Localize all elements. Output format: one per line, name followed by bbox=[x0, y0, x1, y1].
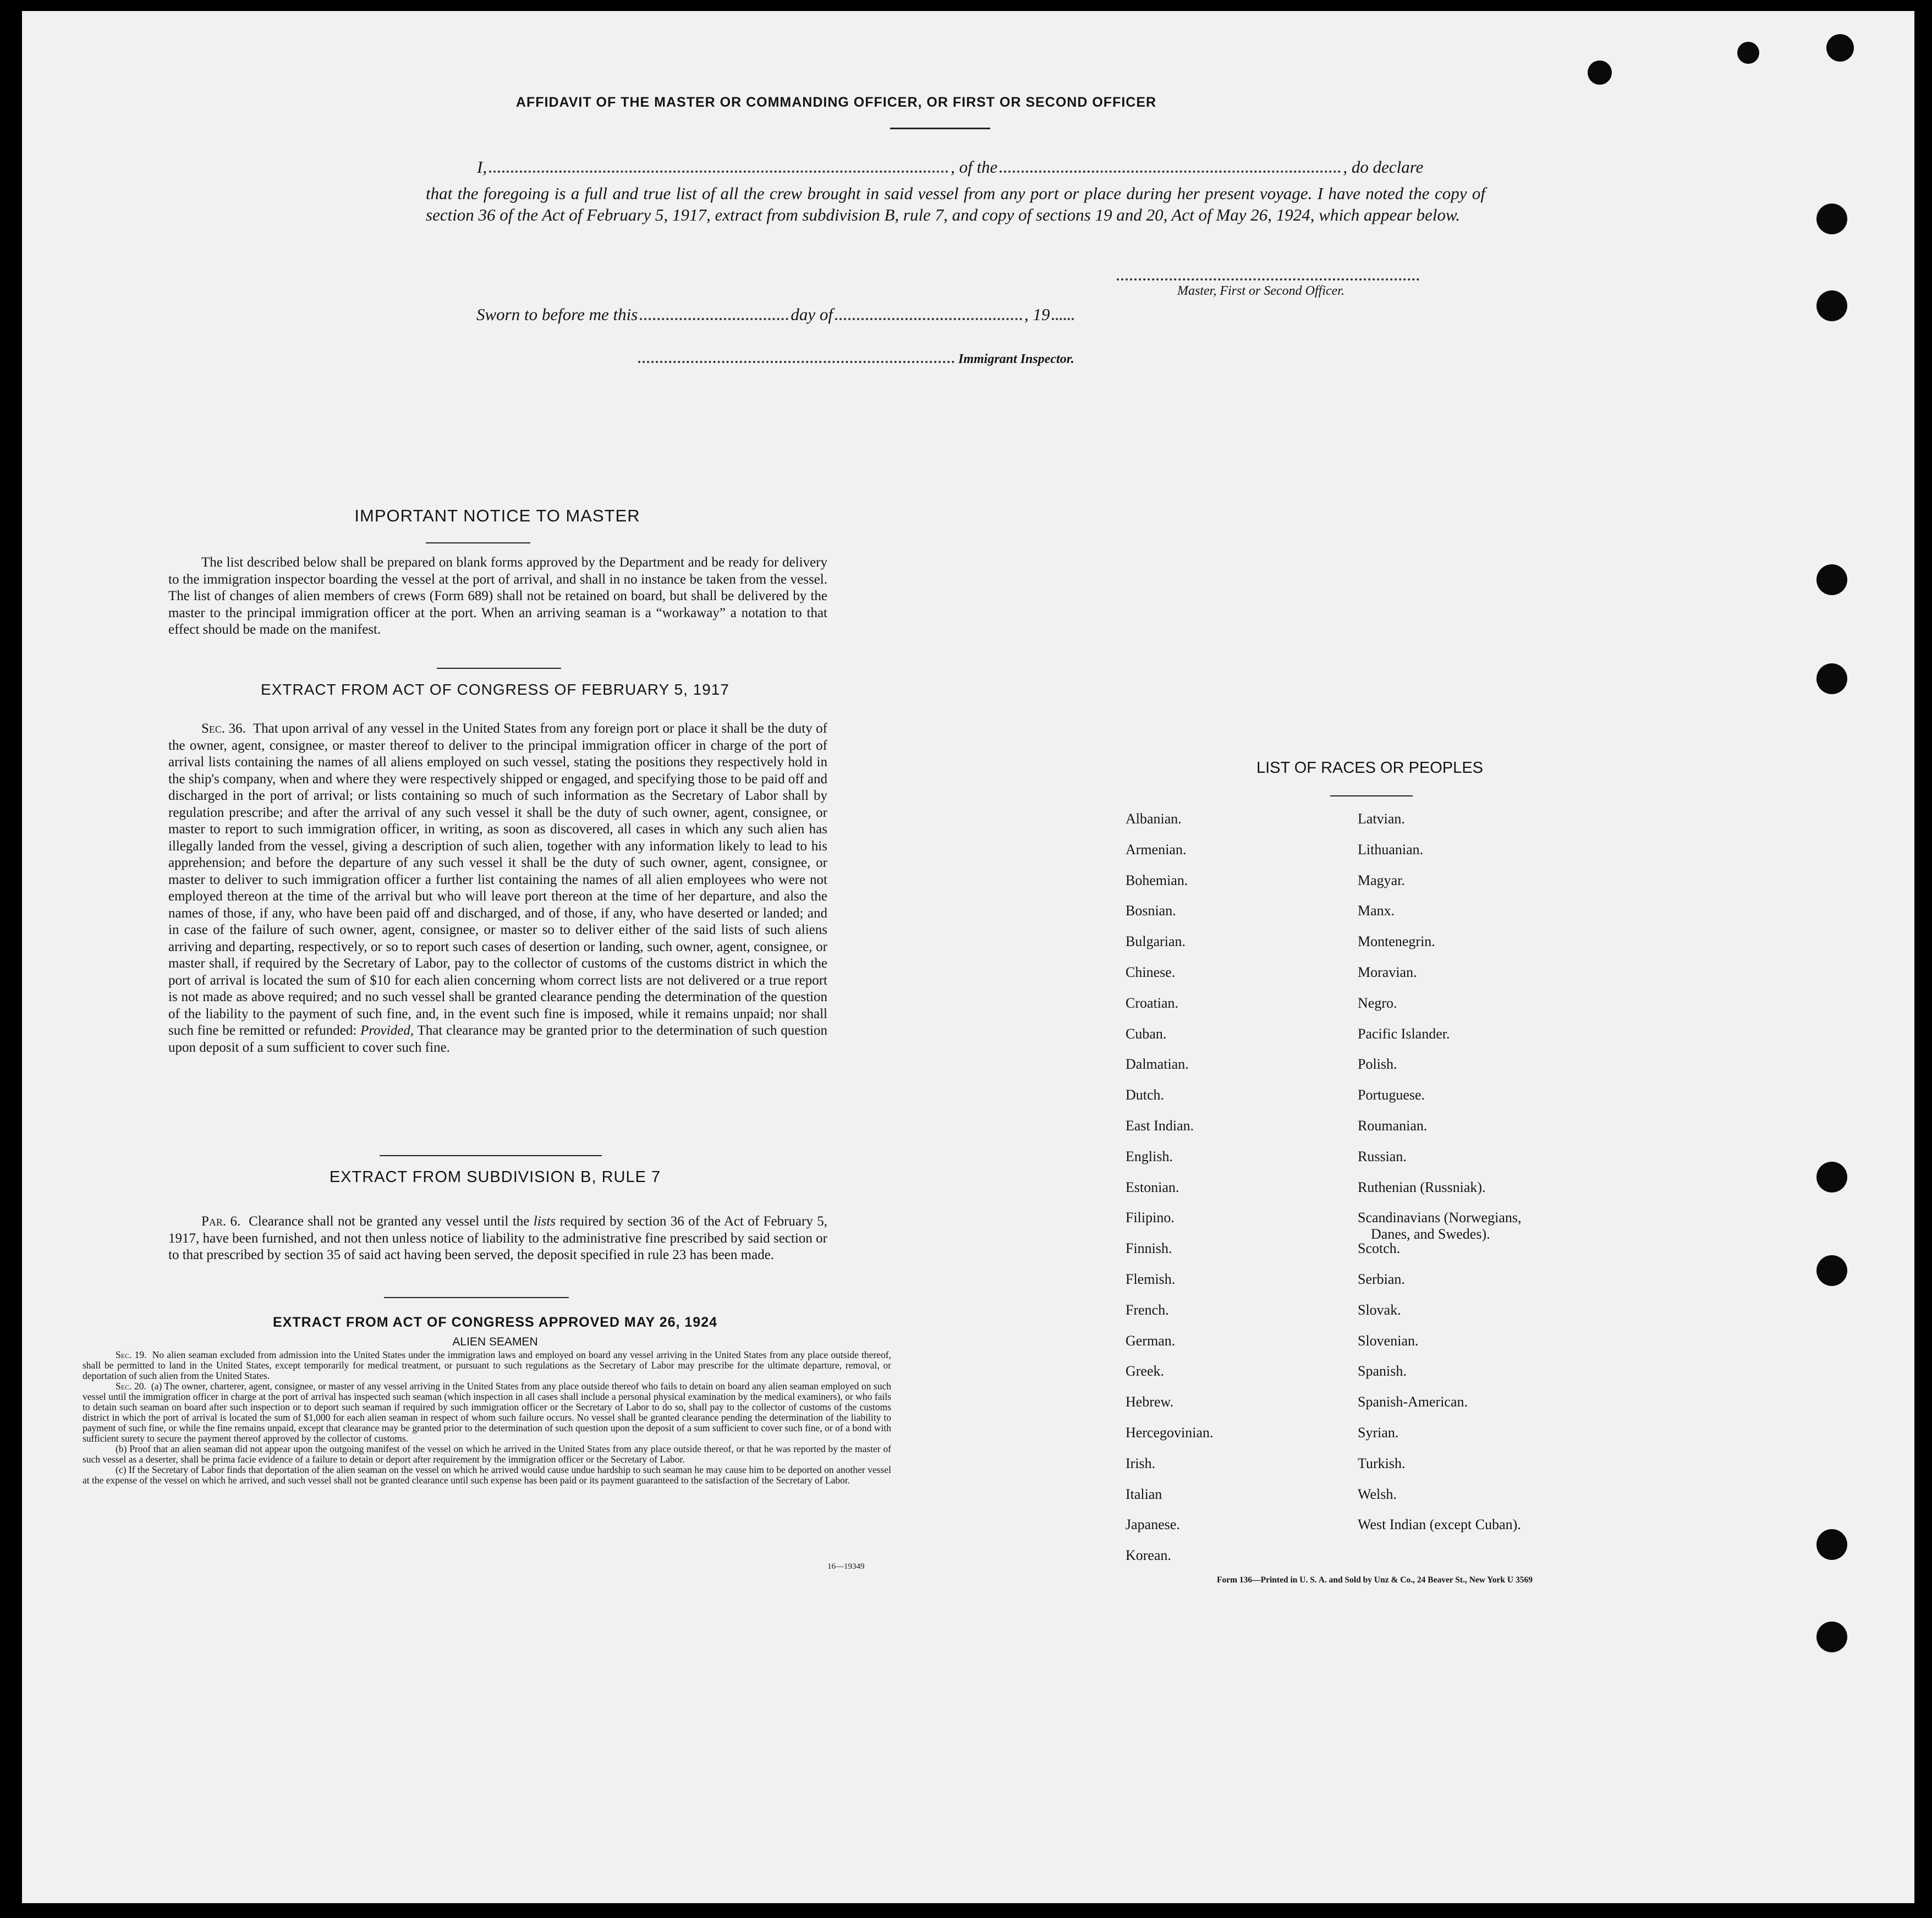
race-item: Welsh. bbox=[1358, 1486, 1397, 1502]
race-item: Greek. bbox=[1126, 1363, 1165, 1380]
race-item: Irish. bbox=[1126, 1455, 1156, 1471]
punch-hole bbox=[1816, 564, 1847, 595]
punch-hole bbox=[1816, 1622, 1847, 1652]
sec-20a-paragraph bbox=[83, 1381, 891, 1444]
sworn-line bbox=[476, 305, 1076, 325]
race-item: Turkish. bbox=[1358, 1455, 1406, 1471]
day-field[interactable] bbox=[640, 318, 788, 320]
race-item: Japanese. bbox=[1126, 1516, 1180, 1533]
race-item: Portuguese. bbox=[1358, 1087, 1425, 1103]
race-item: Magyar. bbox=[1358, 872, 1405, 888]
divider bbox=[380, 1155, 602, 1156]
notice-title: IMPORTANT NOTICE TO MASTER bbox=[354, 506, 640, 525]
sec-36-text-a: That upon arrival of any vessel in the United States from any foreign port or place it shall be the duty of the owner, agent, consignee, or master thereof to deliver to the principal immigration officer in charge of the port of arrival lists containing the names of all aliens employed on such vessel, stating the positions they respectively hold in the ship's company, when and where they were respectively shipped or engaged, and specifying those to be paid off and discharged in the port of arrival; or lists containing so much of such information as the Secretary of Labor shall by regulation prescribe; and after the arrival of any such vessel it shall be the duty of such owner, agent, consignee, or master to report to such immigration officer, in writing, as soon as discovered, all cases in which any such alien has illegally landed from the vessel, giving a description of such alien, together with any information likely to lead to his apprehension; and before the departure of any such vessel it shall be the duty of such owner, agent, consignee, or master to deliver to such immigration officer a further list containing the names of all alien employees who were not employed thereon at the time of the arrival but who will leave port thereon at the time of her departure, and also the names of those, if any, who have been paid off and discharged, and of those, if any, who have deserted or landed; and in case of the failure of such owner, agent, consignee, or master so to deliver either of the said lists of such aliens arriving and departing, respectively, or so to report such cases of desertion or landing, such owner, agent, consignee, or master shall, if required by the Secretary of Labor, pay to the collector of customs of the customs district in which the port of arrival is located the sum of $10 for each alien concerning whom correct lists are not delivered or a true report is not made as above required; and no such vessel shall be granted clearance pending the determination of the question of the liability to the payment of such fine, and, in the event such fine is imposed, while it remains unpaid; nor shall such fine be remitted or refunded: bbox=[168, 721, 828, 1038]
punch-hole bbox=[1737, 42, 1759, 64]
race-item: Bulgarian. bbox=[1126, 933, 1186, 950]
document-page bbox=[22, 11, 1914, 1903]
race-item: Slovenian. bbox=[1358, 1332, 1419, 1349]
extract-1924-text bbox=[83, 1350, 891, 1486]
race-item: Scandinavians (Norwegians, bbox=[1358, 1210, 1522, 1226]
affidavit-declaration: that the foregoing is a full and true list of all the crew brought in said vessel from any port or place during her present voyage. I have noted the copy of section 36 of the Act of February 5, 1917, extract from subdivision B, rule 7, and copy of sections 19 and 20, Act of May 26, 1924, which appear below. bbox=[426, 184, 1485, 224]
month-field[interactable] bbox=[835, 318, 1022, 320]
race-item: Albanian. bbox=[1126, 811, 1182, 827]
divider bbox=[437, 668, 561, 669]
race-item: Syrian. bbox=[1358, 1425, 1399, 1441]
divider bbox=[384, 1297, 569, 1298]
race-item: Filipino. bbox=[1126, 1210, 1174, 1226]
race-item: Bosnian. bbox=[1126, 903, 1176, 919]
race-item: Lithuanian. bbox=[1358, 841, 1424, 858]
race-item: Finnish. bbox=[1126, 1240, 1172, 1257]
punch-hole bbox=[1816, 290, 1847, 321]
race-item: Estonian. bbox=[1126, 1179, 1179, 1195]
punch-hole bbox=[1816, 1529, 1847, 1560]
punch-hole bbox=[1816, 663, 1847, 694]
extract-1924-subtitle: ALIEN SEAMEN bbox=[452, 1336, 538, 1348]
sec-36-label: Sec. 36. bbox=[201, 721, 246, 736]
sec-20-label: Sec. 20. bbox=[116, 1381, 146, 1392]
sec-20b-paragraph: (b) Proof that an alien seaman did not appear upon the outgoing manifest of the vessel on which he arrived in the United States from any place outside thereof, or that he was reported by the master of such vessel as a deserter, shall be prima facie evidence of a failure to detain or deport after requirement by the immigration officer or the Secretary of Labor. bbox=[83, 1443, 891, 1465]
affidavit-title: AFFIDAVIT OF THE MASTER OR COMMANDING OFFICER, OR FIRST OR SECOND OFFICER bbox=[515, 95, 1157, 110]
race-item: Slovak. bbox=[1358, 1301, 1401, 1318]
race-item: Spanish. bbox=[1358, 1363, 1407, 1380]
affidavit-first-line bbox=[477, 157, 1485, 177]
extract-rule7-title: EXTRACT FROM SUBDIVISION B, RULE 7 bbox=[329, 1168, 661, 1186]
race-item: Montenegrin. bbox=[1358, 933, 1435, 950]
race-item: Spanish-American. bbox=[1358, 1394, 1468, 1410]
race-item: Russian. bbox=[1358, 1148, 1407, 1164]
inspector-caption: Immigrant Inspector. bbox=[958, 352, 1074, 366]
race-item: Negro. bbox=[1358, 994, 1397, 1011]
lists-word: lists bbox=[533, 1214, 556, 1229]
divider bbox=[426, 542, 530, 543]
divider bbox=[890, 128, 990, 129]
year-prefix: , 19 bbox=[1024, 305, 1050, 324]
race-item: Dalmatian. bbox=[1126, 1056, 1189, 1073]
provided-word: Provided, bbox=[360, 1023, 414, 1038]
signature-line[interactable] bbox=[1117, 278, 1419, 281]
sec-20c-paragraph: (c) If the Secretary of Labor finds that deportation of the alien seaman on the vessel on which he arrived would cause undue hardship to such seaman he may cause him to be deported on another vessel at the expense of the vessel on which he arrived, and such vessel shall not be granted clearance until such expense has been paid or its payment guaranteed to the satisfaction of the Secretary of Labor. bbox=[83, 1464, 891, 1486]
extract-rule7-text bbox=[168, 1213, 827, 1264]
vessel-field[interactable] bbox=[1000, 171, 1341, 173]
rule7-text-b: required by section 36 of the Act of February 5, 1917, have been furnished, and not then unless notice of liability to the administrative fine prescribed by said section or to that prescribed by section 35 of said act having been served, the deposit specified in rule 23 has been made. bbox=[168, 1214, 827, 1262]
sec-36-text-b: That clearance may be granted prior to the determination of such question upon deposit of a sum sufficient to cover such fine. bbox=[168, 1023, 827, 1055]
races-title: LIST OF RACES OR PEOPLES bbox=[1256, 759, 1484, 777]
race-item: Moravian. bbox=[1358, 964, 1417, 980]
name-field[interactable] bbox=[489, 171, 948, 173]
signature-caption: Master, First or Second Officer. bbox=[1177, 284, 1344, 298]
year-field[interactable] bbox=[1052, 318, 1074, 320]
form-footer: Form 136—Printed in U. S. A. and Sold by Unz & Co., 24 Beaver St., New York U 3569 bbox=[1217, 1575, 1533, 1585]
sec-19-text: No alien seaman excluded from admission into the United States under the immigration laws and employed on board any vessel arriving in the United States from any place outside thereof, shall be permitted to land in the United States, except temporarily for medical treatment, or pursuant to such regulations as the Secretary of Labor may prescribe for the ultimate departure, removal, or deportation of such alien from the United States. bbox=[83, 1349, 891, 1381]
race-item: Italian bbox=[1126, 1486, 1162, 1502]
race-item: East Indian. bbox=[1126, 1118, 1194, 1134]
notice-text: The list described below shall be prepared on blank forms approved by the Department and be ready for delivery to the immigration inspector boarding the vessel at the port of arrival, and shall in no instance be taken from the vessel. The list of changes of alien members of crews (Form 689) shall not be retained on board, but shall be delivered by the master to the principal immigration officer at the port. When an arriving seaman is a “workaway” a notation to that effect should be made on the manifest. bbox=[168, 555, 827, 637]
race-item: German. bbox=[1126, 1332, 1176, 1349]
race-item: Hebrew. bbox=[1126, 1394, 1174, 1410]
race-item: Armenian. bbox=[1126, 841, 1187, 858]
sworn-label: Sworn to before me this bbox=[476, 305, 638, 324]
race-item: Croatian. bbox=[1126, 994, 1179, 1011]
rule7-text-a: Clearance shall not be granted any vessel until the bbox=[249, 1214, 534, 1229]
race-item: Flemish. bbox=[1126, 1271, 1176, 1287]
do-declare-label: , do declare bbox=[1343, 157, 1424, 177]
race-item: Bohemian. bbox=[1126, 872, 1188, 888]
punch-hole bbox=[1588, 61, 1612, 85]
race-item: Danes, and Swedes). bbox=[1371, 1226, 1490, 1243]
sec-20a-text: (a) The owner, charterer, agent, consignee, or master of any vessel arriving in the United States from any place outside thereof who fails to detain on board any alien seaman employed on such vessel until the immigration officer in charge at the port of arrival has inspected such seaman (which inspection in all cases shall include a personal physical examination by the medical examiners), or who fails to detain such seaman on board after such inspection or to deport such seaman if required by such immigration officer or the Secretary of Labor to do so, shall pay to the collector of customs of the customs district in which the port of arrival is located the sum of $1,000 for each alien seaman in respect of whom such failure occurs. No vessel shall be granted clearance pending the determination of the liability to payment of such fine, or while the fine remains unpaid, except that clearance may be granted prior to the determination of such question upon the deposit of a sum sufficient to cover such fine, or of a bond with sufficient surety to secure the payment thereof approved by the collector of customs. bbox=[83, 1381, 891, 1444]
race-item: Roumanian. bbox=[1358, 1118, 1428, 1134]
i-label: I, bbox=[477, 157, 487, 177]
race-item: Serbian. bbox=[1358, 1271, 1405, 1287]
race-item: Latvian. bbox=[1358, 811, 1405, 827]
punch-hole bbox=[1816, 204, 1847, 234]
par-6-label: Par. 6. bbox=[201, 1214, 241, 1229]
extract-1917-title: EXTRACT FROM ACT OF CONGRESS OF FEBRUARY 5, 1917 bbox=[261, 681, 729, 698]
inspector-signature-line[interactable] bbox=[638, 361, 954, 363]
race-item: English. bbox=[1126, 1148, 1173, 1164]
race-item: Polish. bbox=[1358, 1056, 1397, 1073]
punch-hole bbox=[1816, 1162, 1847, 1192]
race-item: Hercegovinian. bbox=[1126, 1425, 1214, 1441]
sec-19-label: Sec. 19. bbox=[116, 1349, 147, 1360]
print-code: 16—19349 bbox=[827, 1562, 865, 1571]
race-item: French. bbox=[1126, 1301, 1169, 1318]
of-the-label: , of the bbox=[951, 157, 998, 177]
race-item: West Indian (except Cuban). bbox=[1358, 1516, 1521, 1533]
race-item: Cuban. bbox=[1126, 1025, 1167, 1042]
race-item: Scotch. bbox=[1358, 1240, 1401, 1257]
day-of-label: day of bbox=[791, 305, 833, 324]
race-item: Pacific Islander. bbox=[1358, 1025, 1450, 1042]
extract-1924-title: EXTRACT FROM ACT OF CONGRESS APPROVED MAY 26, 1924 bbox=[272, 1315, 718, 1330]
race-item: Korean. bbox=[1126, 1547, 1172, 1564]
punch-hole bbox=[1816, 1255, 1847, 1286]
divider bbox=[1330, 795, 1413, 796]
punch-hole bbox=[1826, 34, 1854, 62]
race-item: Manx. bbox=[1358, 903, 1395, 919]
extract-1917-text bbox=[168, 721, 827, 1056]
race-item: Chinese. bbox=[1126, 964, 1176, 980]
race-item: Dutch. bbox=[1126, 1087, 1165, 1103]
race-item: Ruthenian (Russniak). bbox=[1358, 1179, 1486, 1195]
sec-19-paragraph bbox=[83, 1350, 891, 1381]
